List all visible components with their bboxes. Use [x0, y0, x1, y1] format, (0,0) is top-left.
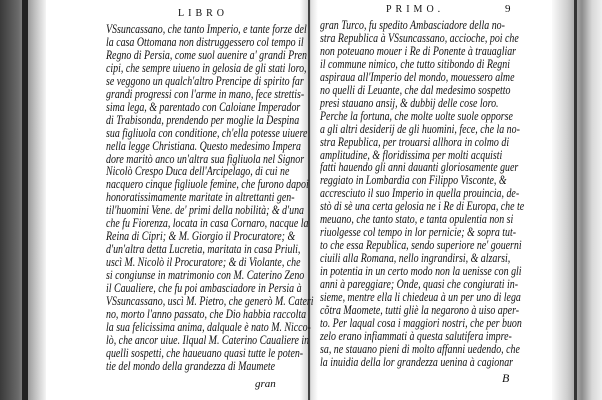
text-line: che fu Fiorenza, locata in casa Cornaro, nacque la: [106, 216, 309, 231]
text-line: no, morto l'anno passato, che Dio habbia raccolta: [106, 306, 307, 321]
text-line: quelli sospetti, che haueuano quasi tutte le poten-: [106, 345, 304, 360]
book-edge-right-shadow: [574, 0, 577, 400]
text-line: meuano, che tanto stato, e tanta opulentia non si: [320, 212, 514, 227]
text-line: cõtra Maomete, tutti gliè la negarono à uiso aper-: [320, 302, 520, 317]
text-line: nella legge Christiana. Questo medesimo Impera: [106, 138, 301, 153]
text-line: il Caualiere, che fu poi ambasciadore in Persia à: [106, 281, 302, 296]
text-line: uscì M. Nicolò il Procuratore; & di Violante, che: [106, 255, 301, 270]
text-line: accresciuto il suo Imperio in quella prouincia, de-: [320, 186, 520, 201]
running-head-right: PRIMO.: [386, 4, 445, 15]
text-line: la inuidia della lor grandezza uenina à cagionar: [320, 354, 514, 369]
text-line: stra Republica à VSsuncassano, accioche, poi che: [320, 30, 519, 45]
right-page-text: [320, 19, 524, 369]
text-line: di Trabisonda, prendendo per moglie la Despina: [106, 112, 300, 127]
text-line: cipi, che sempre uiueno in gelosia de gli stati loro,: [106, 60, 307, 75]
text-line: Perche la fortuna, che molte uolte suole opporse: [320, 108, 513, 123]
text-line: d'un'altra detta Lucretia, maritata in casa Priuli,: [106, 242, 301, 257]
text-line: non poteuano mouer i Re di Ponente à trauagliar: [320, 43, 517, 58]
running-head-left: LIBRO: [178, 8, 228, 19]
text-line: in potentia in un certo modo non la uenisse con gli: [320, 264, 522, 279]
text-line: stra Republica, per trouarsi allhora in colmo di: [320, 134, 510, 149]
text-line: sua figliuola con conditione, ch'ella potesse uiuere: [106, 125, 308, 140]
text-line: tie del mondo della grandezza di Maumete: [106, 358, 276, 373]
text-line: til'huomini Vene. de' primi della nobilità; & d'una: [106, 203, 304, 218]
text-line: sima lega, & parentado con Caloiane Imperador: [106, 99, 301, 114]
text-line: riuolgesse col tempo in lor pernicie; & sopra tut-: [320, 225, 517, 240]
text-line: no quelli di Leuante, che dal medesimo sospetto: [320, 82, 511, 97]
text-line: VSsuncassano, uscì M. Pietro, che generò M. Cateri: [106, 294, 314, 309]
text-line: se veggono un qualch'altro Prencipe di spirito far: [106, 73, 304, 88]
text-line: gran Turco, fu spedito Ambasciadore della no-: [320, 18, 505, 32]
text-line: honoratissimamente maritate in altrettanti gen-: [106, 190, 295, 205]
text-line: to. Per laqual cosa i maggiori nostri, che per buon: [320, 315, 522, 330]
text-line: stò di sè una certa gelosia ne i Re di Europa, che te: [320, 199, 525, 214]
text-line: il commune nimico, che tutto sitibondo di Regni: [320, 56, 510, 71]
text-line: fatti hauendo gli anni dauanti gloriosamente guer: [320, 160, 519, 175]
text-line: sieme, mentre ella li chiedeua à un per uno di lega: [320, 290, 521, 305]
page-number: 9: [505, 3, 511, 15]
text-line: sa, ne stauano pieni di molto affanni uedendo, che: [320, 341, 520, 356]
catchword: gran: [255, 378, 276, 390]
text-line: zelo erano infiammati à questa salutifera impre-: [320, 328, 512, 343]
left-page-text: [106, 23, 313, 373]
text-line: anni à pareggiare; Onde, quasi che congiurati in-: [320, 277, 519, 292]
text-line: Reina di Cipri; & M. Giorgio il Procuratore; &: [106, 229, 296, 244]
text-line: grandi progressi con l'arme in mano, fece strettis-: [106, 86, 305, 101]
text-line: dore maritò anco un'altra sua figliuola nel Signor: [106, 151, 305, 166]
signature-mark: B: [502, 371, 510, 385]
text-line: Nicolò Crespo Duca dell'Arcipelago, di cui ne: [106, 164, 290, 179]
text-line: si congiunse in matrimonio con M. Caterino Zeno: [106, 268, 305, 283]
text-line: reggiato in Lombardia con Filippo Visconte, &: [320, 173, 507, 188]
text-line: amplitudine, & floridissima per molti acquisti: [320, 147, 503, 162]
text-line: to che essa Republica, sendo superiore ne' gouerni: [320, 238, 522, 253]
text-line: VSsuncassano, che tanto Imperio, e tante forze del: [106, 22, 307, 36]
text-line: a gli altri desiderij de gli huomini, fece, che la no-: [320, 121, 520, 136]
text-line: presi stauano ansij, & dubbij delle cose loro.: [320, 95, 499, 110]
text-line: Regno di Persia, come suol auenire a' grandi Pren: [106, 47, 307, 62]
text-line: ciuili alla Romana, nello ingrandirsi, & alzarsi,: [320, 251, 511, 266]
text-line: la sua felicissima anima, dalquale è nato M. Nicco-: [106, 319, 311, 334]
text-line: aspiraua all'Imperio del mondo, mouessero alme: [320, 69, 515, 84]
book-edge-right: [552, 0, 602, 400]
text-line: la casa Ottomana non distruggessero col tempo il: [106, 34, 304, 49]
text-line: nacquero cinque figliuole femine, che furono dapoi: [106, 177, 309, 192]
book-edge-left-shadow: [22, 0, 28, 400]
text-line: lò, che ancor uiue. Ilqual M. Caterino Caualiere in: [106, 332, 310, 347]
